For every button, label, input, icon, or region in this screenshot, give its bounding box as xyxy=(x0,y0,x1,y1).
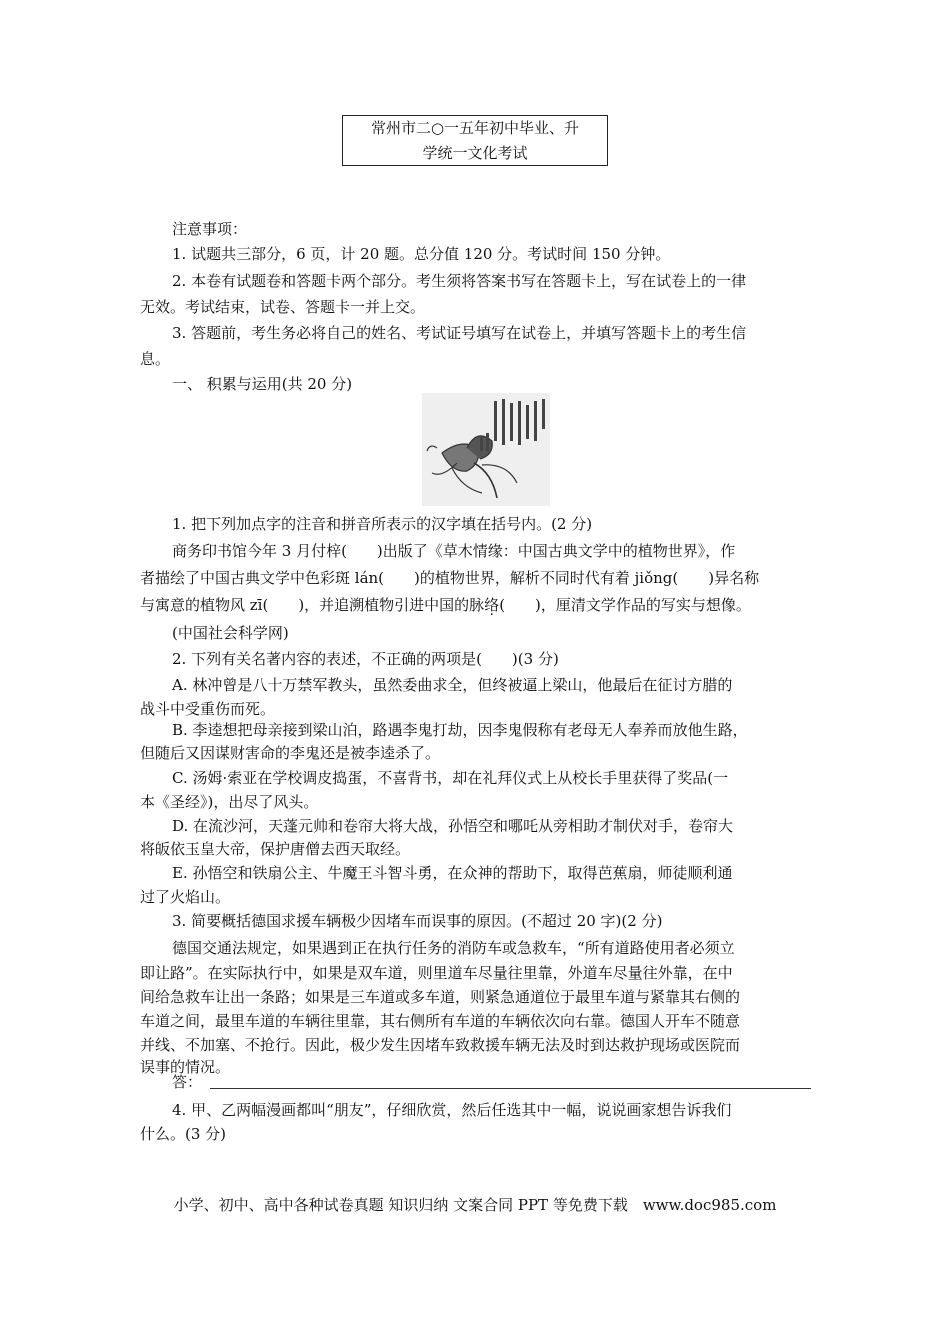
q2-option-d-line1: D. 在流沙河，天蓬元帅和卷帘大将大战，孙悟空和哪吒从旁相助才制伏对手，卷帘大 xyxy=(172,817,734,835)
q3-passage-line5: 并线、不加塞、不抢行。因此，极少发生因堵车致救援车辆无法及时到达救护现场或医院而 xyxy=(140,1036,741,1054)
q1-passage-line1: 商务印书馆今年 3 月付梓( )出版了《草木情缘：中国古典文学中的植物世界》，作 xyxy=(172,542,736,560)
exam-title-line2: 学统一文化考试 xyxy=(422,144,528,162)
notice-item-2-line1: 2. 本卷有试题卷和答题卡两个部分。考生须将答案书写在答题卡上，写在试卷上的一律 xyxy=(172,272,747,290)
notice-item-1: 1. 试题共三部分，6 页，计 20 题。总分值 120 分。考试时间 150 分钟。 xyxy=(172,245,671,263)
exam-title-line1: 常州市二○一五年初中毕业、升 xyxy=(370,119,580,137)
notice-item-2-line2: 无效。考试结束，试卷、答题卡一并上交。 xyxy=(140,298,426,316)
q1-line3-part1: 与寓意的植物风 zī( )，并追溯植物引进中国的脉 xyxy=(140,596,485,614)
q1-stem: 1. 把下列加点字的注音和拼音所表示的汉字填在括号内。(2 分) xyxy=(172,515,593,533)
q2-option-e-line1: E. 孙悟空和铁扇公主、牛魔王斗智斗勇，在众神的帮助下，取得芭蕉扇，师徒顺利通 xyxy=(172,864,733,882)
q3-passage-line2: 即让路”。在实际执行中，如果是双车道，则里道车尽量往里靠，外道车尽量往外靠，在中 xyxy=(140,964,733,982)
q3-passage-line1: 德国交通法规定，如果遇到正在执行任务的消防车或急救车，“所有道路使用者必须立 xyxy=(172,939,735,957)
answer-line xyxy=(210,1088,811,1089)
q2-option-e-line2: 过了火焰山。 xyxy=(140,888,231,906)
notice-heading: 注意事项： xyxy=(172,220,248,238)
q2-option-a-line2: 战斗中受重伤而死。 xyxy=(140,700,276,718)
q1-source: (中国社会科学网) xyxy=(172,624,289,642)
q2-option-c-line2: 本《圣经》)，出尽了风头。 xyxy=(140,793,319,811)
q1-line3-part2: ( )，厘清文学作品的写实与想像。 xyxy=(499,596,751,614)
answer-label: 答： xyxy=(172,1073,203,1091)
q4-line1: 4. 甲、乙两幅漫画都叫“朋友”，仔细欣赏，然后任选其中一幅，说说画家想告诉我们 xyxy=(172,1101,732,1119)
q3-passage-line4: 车道之间，最里车道的车辆往里靠，其右侧所有车道的车辆依次向右靠。德国人开车不随意 xyxy=(140,1012,741,1030)
q3-passage-line6: 误事的情况。 xyxy=(140,1058,231,1076)
q2-option-d-line2: 将皈依玉皇大帝，保护唐僧去西天取经。 xyxy=(140,840,411,858)
q1-passage-line2: 者描绘了中国古典文学中色彩斑 lán( )的植物世界，解析不同时代有着 jiǒng( )异名称 xyxy=(140,569,760,587)
page-footer: 小学、初中、高中各种试卷真题 知识归纳 文案合同 PPT 等免费下载 www.doc985.com xyxy=(173,1196,777,1214)
dotted-character: 络 xyxy=(484,596,500,614)
q3-stem: 3. 简要概括德国求援车辆极少因堵车而误事的原因。(不超过 20 字)(2 分) xyxy=(172,912,663,930)
q3-passage-line3: 间给急救车让出一条路；如果是三车道或多车道，则紧急通道位于最里车道与紧靠其右侧的 xyxy=(140,988,741,1006)
section-heading: 一、 积累与运用(共 20 分) xyxy=(172,375,353,393)
notice-item-3-line1: 3. 答题前，考生务必将自己的姓名、考试证号填写在试卷上，并填写答题卡上的考生信 xyxy=(172,324,747,342)
q1-passage-line3 xyxy=(140,594,812,616)
q2-option-c-line1: C. 汤姆·索亚在学校调皮捣蛋，不喜背书，却在礼拜仪式上从校长手里获得了奖品(一 xyxy=(172,769,729,787)
q2-option-b-line1: B. 李逵想把母亲接到梁山泊，路遇李鬼打劫，因李鬼假称有老母无人奉养而放他生路， xyxy=(172,721,748,739)
notice-item-3-line2: 息。 xyxy=(140,350,171,368)
q4-line2: 什么。(3 分) xyxy=(140,1125,227,1143)
q2-stem: 2. 下列有关名著内容的表述，不正确的两项是( )(3 分) xyxy=(172,650,559,668)
exam-title-box xyxy=(342,115,608,166)
flower-painting-image xyxy=(422,393,550,506)
q2-option-a-line1: A. 林冲曾是八十万禁军教头，虽然委曲求全，但终被逼上梁山，他最后在征讨方腊的 xyxy=(172,676,733,694)
q2-option-b-line2: 但随后又因谋财害命的李鬼还是被李逵杀了。 xyxy=(140,744,441,762)
